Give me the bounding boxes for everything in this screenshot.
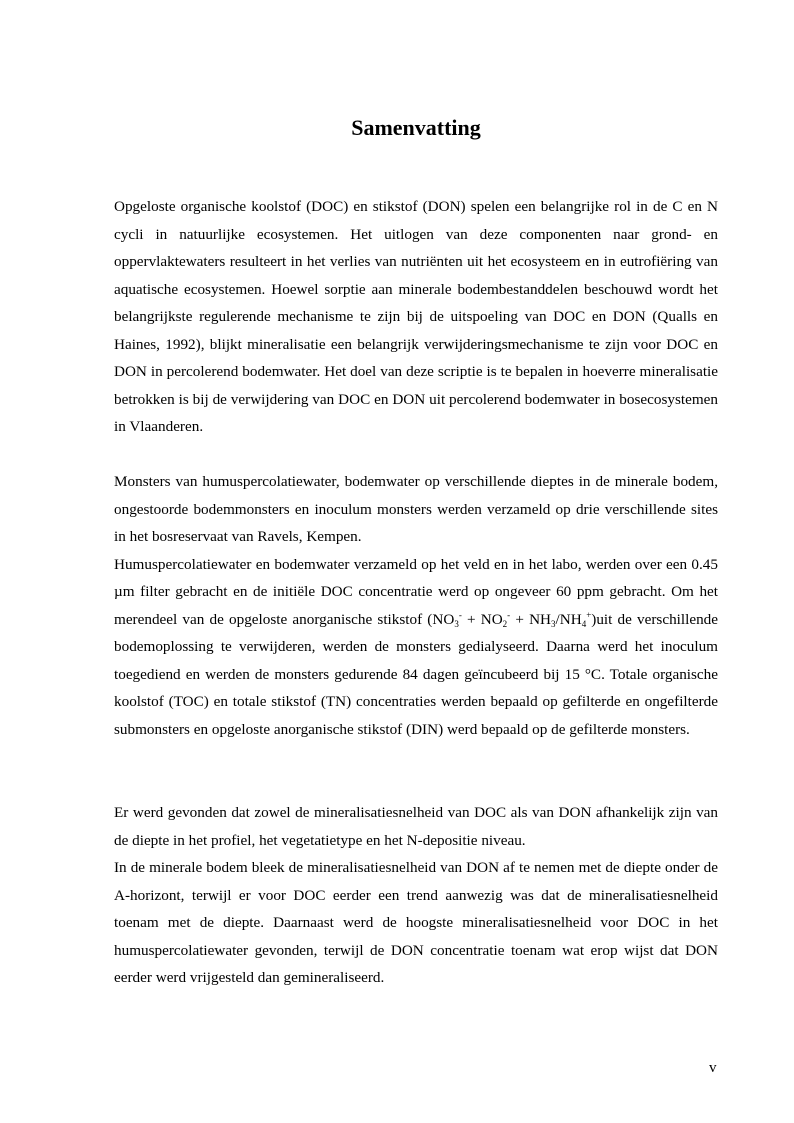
- nh3-subscript: 3: [551, 618, 556, 629]
- paragraph-mineral-soil: In de minerale bodem bleek de mineralisatiesnelheid van DON af te nemen met de diepte onder de A-horizont, terwijl er voor DOC eerder een trend aanwezig was dat de mineralisatiesnelheid toenam met de diepte. Daarnaast werd de hoogste mineralisatiesnelheid voor DOC in het humuspercolatiewater gevonden, terwijl de DON concentratie toenam wat erop wijst dat DON eerder werd vrijgesteld dan gemineraliseerd.: [114, 859, 718, 986]
- no2-subscript: 2: [502, 618, 508, 629]
- paragraph-methods: [114, 551, 718, 744]
- summary-section-2: [114, 468, 718, 743]
- paragraph-introduction: Opgeloste organische koolstof (DOC) en stikstof (DON) spelen een belangrijke rol in de C en N cycli in natuurlijke ecosystemen. Het uitlogen van deze componenten naar grond- en oppervlaktewaters resulteert in het verlies van nutriënten uit het ecosysteem en in eutrofiëring van aquatische ecosystemen. Hoewel sorptie aan minerale bodembestanddelen beschouwd wordt het belangrijkste regulerende mechanisme te zijn bij de uitspoeling van DOC en DON (Qualls en Haines, 1992), blijkt mineralisatie een belangrijk verwijderingsmechanisme te zijn voor DOC en DON in percolerend bodemwater. Het doel van deze scriptie is te bepalen in hoeverre mineralisatie betrokken is bij de verwijdering van DOC en DON uit percolerend bodemwater in bosecosystemen in Vlaanderen.: [114, 198, 718, 435]
- no3-superscript: -: [458, 609, 462, 620]
- summary-section-1: [114, 193, 718, 441]
- methods-plus-nh3: + NH: [510, 610, 552, 628]
- no2-superscript: -: [507, 609, 511, 620]
- page-title: Samenvatting: [351, 115, 481, 140]
- page-number: v: [709, 1060, 717, 1076]
- paragraph-sampling: Monsters van humuspercolatiewater, bodemwater op verschillende dieptes in de minerale bodem, ongestoorde bodemmonsters en inoculum monsters werden verzameld op drie verschillende sites in het bosreservaat van Ravels, Kempen.: [114, 473, 718, 545]
- methods-text-before: Humuspercolatiewater en bodemwater verzameld op het veld en in het labo, werden over een 0.45 µm filter gebracht en de initiële DOC concentratie werd op ongeveer 60 ppm gebracht. Om het merendeel van de opgeloste anorganische stikstof (NO: [114, 555, 718, 628]
- paragraph-findings: Er werd gevonden dat zowel de mineralisatiesnelheid van DOC als van DON afhankelijk zijn van de diepte in het profiel, het vegetatietype en het N-depositie niveau.: [114, 804, 718, 849]
- nh4-subscript: 4: [581, 618, 587, 629]
- summary-section-3: [114, 799, 718, 992]
- methods-slash-nh4: /NH: [555, 610, 582, 628]
- methods-text-after: )uit de verschillende bodemoplossing te verwijderen, werden de monsters gedialyseerd. Daarna werd het inoculum toegediend en werden de monsters gedurende 84 dagen geïncubeerd bij 15 °C. Totale organische koolstof (TOC) en totale stikstof (TN) concentraties werden bepaald op gefilterde en ongefilterde submonsters en opgeloste anorganische stikstof (DIN) werd bepaald op de gefilterde monsters.: [114, 610, 718, 738]
- nh4-superscript: +: [586, 609, 592, 620]
- no3-subscript: 3: [454, 618, 459, 629]
- methods-plus-no2: + NO: [461, 610, 503, 628]
